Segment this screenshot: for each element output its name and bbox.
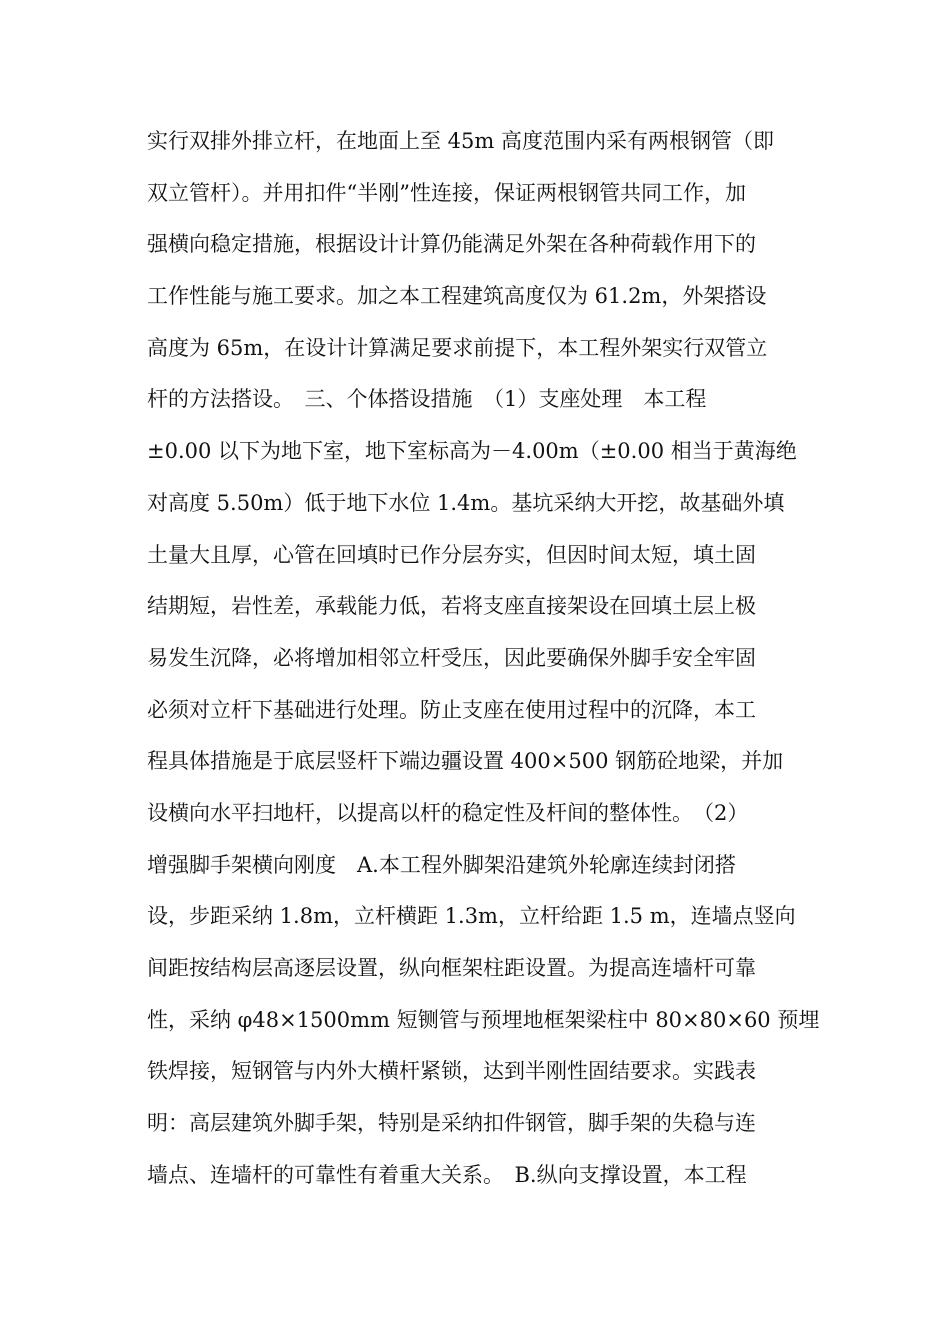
text-line: 明：高层建筑外脚手架，特别是采纳扣件钢管，脚手架的失稳与连 [147,1111,756,1136]
text-line: 增强脚手架横向刚度 A.本工程外脚架沿建筑外轮廓连续封闭搭 [147,852,736,877]
text-line: 设，步距采纳 1.8m，立杆横距 1.3m，立杆给距 1.5 m，连墙点竖向 [147,904,796,929]
text-line: 设横向水平扫地杆，以提高以杆的稳定性及杆间的整体性。 （2） [147,800,749,825]
text-line: 杆的方法搭设。 三、个体搭设措施 （1）支座处理 本工程 [147,387,707,412]
text-line: 对高度 5.50m）低于地下水位 1.4m。基坑采纳大开挖，故基础外填 [147,490,785,515]
text-line: 易发生沉降，必将增加相邻立杆受压，因此要确保外脚手安全牢固 [147,645,756,670]
text-line: 高度为 65m，在设计计算满足要求前提下，本工程外架实行双管立 [147,335,768,360]
text-line: 必须对立杆下基础进行处理。防止支座在使用过程中的沉降，本工 [147,697,756,722]
text-line: 结期短，岩性差，承载能力低，若将支座直接架设在回填土层上极 [147,594,756,619]
text-line: 实行双排外排立杆，在地面上至 45m 高度范围内采有两根钢管（即 [147,129,774,153]
text-line: 铁焊接，短钢管与内外大横杆紧锁，达到半刚性固结要求。实践表 [147,1059,756,1084]
text-line: 双立管杆）。并用扣件“半刚”性连接，保证两根钢管共同工作，加 [147,180,746,205]
text-line: 工作性能与施工要求。加之本工程建筑高度仅为 61.2m，外架搭设 [147,284,767,309]
body-text [147,116,820,1201]
text-line: 程具体措施是于底层竖杆下端边疆设置 400×500 钢筋砼地梁，并加 [147,749,784,774]
text-line: 强横向稳定措施，根据设计计算仍能满足外架在各种荷载作用下的 [147,232,756,257]
text-line: 间距按结构层高逐层设置，纵向框架柱距设置。为提高连墙杆可靠 [147,956,756,980]
text-line: 墙点、连墙杆的可靠性有着重大关系。 B.纵向支撑设置，本工程 [147,1162,747,1187]
text-line: ±0.00 以下为地下室，地下室标高为－4.00m（±0.00 相当于黄海绝 [147,439,797,464]
text-line: 性，采纳 φ48×1500mm 短铡管与预埋地框架梁柱中 80×80×60 预埋 [147,1007,820,1032]
text-line: 土量大且厚，心管在回填时已作分层夯实，但因时间太短，填土固 [147,542,756,567]
